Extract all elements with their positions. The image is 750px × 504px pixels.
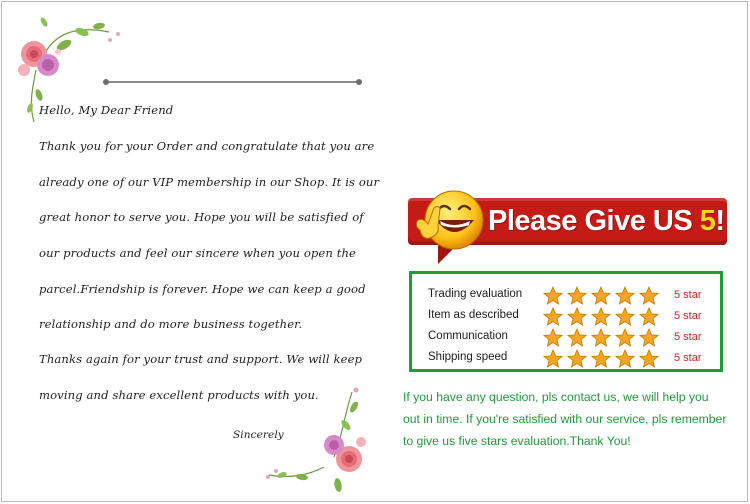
rating-value: 5 star	[674, 289, 702, 301]
star-icon[interactable]	[591, 349, 611, 369]
banner-title-suffix: !	[715, 205, 725, 237]
letter-line: great honor to serve you. Hope you will be satisfied of	[39, 210, 364, 224]
star-icon[interactable]	[591, 328, 611, 348]
rating-label: Item as described	[428, 309, 519, 321]
star-icon[interactable]	[591, 307, 611, 327]
letter-greeting: Hello, My Dear Friend	[39, 103, 174, 117]
star-icon[interactable]	[543, 349, 563, 369]
banner-title-number: 5	[699, 205, 716, 237]
star-icon[interactable]	[639, 286, 659, 306]
star-icon[interactable]	[639, 307, 659, 327]
letter-signoff: Sincerely	[233, 429, 284, 441]
rating-value: 5 star	[674, 352, 702, 364]
star-icon[interactable]	[591, 286, 611, 306]
rating-row	[428, 286, 718, 306]
rating-row	[428, 349, 718, 369]
ratings-box	[409, 271, 723, 372]
contact-message-line: If you have any question, pls contact us, we will help you	[403, 390, 709, 404]
banner-title	[488, 201, 725, 241]
star-icon[interactable]	[543, 286, 563, 306]
contact-message-line: out in time. If you're satisfied with our service, pls remember	[403, 412, 727, 426]
star-icon[interactable]	[615, 286, 635, 306]
flower-decoration-bottom-right-icon	[264, 387, 374, 502]
card-page	[1, 1, 748, 502]
smiley-thumbs-up-icon	[412, 184, 486, 254]
letter-line: our products and feel our sincere when you open the	[39, 246, 357, 260]
rating-label: Shipping speed	[428, 351, 508, 363]
letter-panel	[2, 2, 392, 502]
star-icon[interactable]	[567, 349, 587, 369]
star-icon[interactable]	[615, 349, 635, 369]
rating-row	[428, 307, 718, 327]
star-icon[interactable]	[639, 349, 659, 369]
letter-line: parcel.Friendship is forever. Hope we can keep a good	[39, 282, 366, 296]
letter-line: moving and share excellent products with you.	[39, 388, 319, 402]
star-icon[interactable]	[567, 328, 587, 348]
letter-line: relationship and do more business together.	[39, 317, 303, 331]
rating-label: Communication	[428, 330, 508, 342]
letter-line: Thanks again for your trust and support. We will keep	[39, 352, 363, 366]
letter-line: Thank you for your Order and congratulate that you are	[39, 139, 375, 153]
rating-value: 5 star	[674, 310, 702, 322]
rating-label: Trading evaluation	[428, 288, 523, 300]
letter-line: already one of our VIP membership in our Shop. It is our	[39, 175, 380, 189]
star-icon[interactable]	[615, 328, 635, 348]
contact-message-line: to give us five stars evaluation.Thank You!	[403, 434, 631, 448]
rating-row	[428, 328, 718, 348]
star-icon[interactable]	[639, 328, 659, 348]
star-icon[interactable]	[615, 307, 635, 327]
star-icon[interactable]	[543, 328, 563, 348]
star-icon[interactable]	[567, 286, 587, 306]
rating-value: 5 star	[674, 331, 702, 343]
star-icon[interactable]	[567, 307, 587, 327]
banner-title-text: Please Give US	[488, 205, 700, 237]
star-icon[interactable]	[543, 307, 563, 327]
letter-divider	[106, 81, 359, 83]
